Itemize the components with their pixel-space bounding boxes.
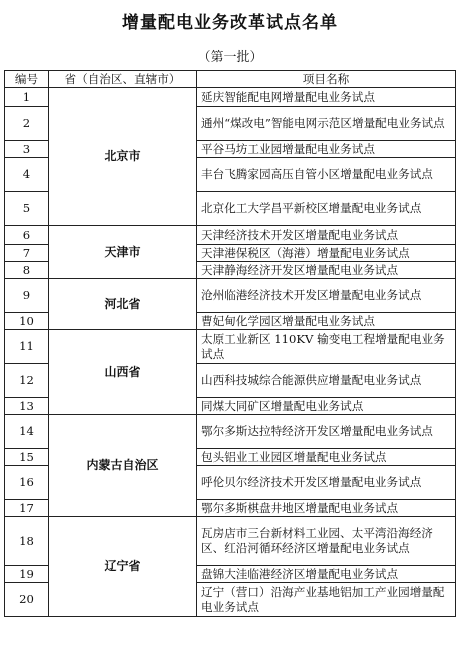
project-name: 丰台飞腾家园高压自管小区增量配电业务试点 (197, 158, 456, 192)
project-name: 同煤大同矿区增量配电业务试点 (197, 398, 456, 415)
project-name: 沧州临港经济技术开发区增量配电业务试点 (197, 279, 456, 313)
province-cell: 辽宁省 (49, 517, 197, 617)
table-header-row (5, 71, 456, 88)
row-number: 9 (5, 279, 49, 313)
project-name: 盘锦大洼临港经济区增量配电业务试点 (197, 566, 456, 583)
project-name: 北京化工大学昌平新校区增量配电业务试点 (197, 192, 456, 226)
project-name: 鄂尔多斯棋盘井地区增量配电业务试点 (197, 500, 456, 517)
table-row (5, 226, 456, 245)
table-row (5, 279, 456, 313)
table-row (5, 517, 456, 566)
row-number: 18 (5, 517, 49, 566)
province-cell: 河北省 (49, 279, 197, 330)
project-name: 曹妃甸化学园区增量配电业务试点 (197, 313, 456, 330)
province-cell: 山西省 (49, 330, 197, 415)
row-number: 15 (5, 449, 49, 466)
page-subtitle: （第一批） (197, 50, 263, 65)
project-name: 天津港保税区（海港）增量配电业务试点 (197, 245, 456, 262)
project-name: 瓦房店市三台新材料工业园、太平湾沿海经济区、红沿河循环经济区增量配电业务试点 (197, 517, 456, 566)
row-number: 5 (5, 192, 49, 226)
project-name: 天津静海经济开发区增量配电业务试点 (197, 262, 456, 279)
project-name: 太原工业新区 110KV 输变电工程增量配电业务试点 (197, 330, 456, 364)
pilot-list-table (4, 70, 456, 617)
row-number: 1 (5, 88, 49, 107)
project-name: 包头铝业工业园区增量配电业务试点 (197, 449, 456, 466)
row-number: 20 (5, 583, 49, 617)
table-body (5, 88, 456, 617)
row-number: 13 (5, 398, 49, 415)
header-number: 编号 (5, 71, 49, 88)
row-number: 19 (5, 566, 49, 583)
row-number: 2 (5, 107, 49, 141)
project-name: 通州“煤改电”智能电网示范区增量配电业务试点 (197, 107, 456, 141)
province-cell: 天津市 (49, 226, 197, 279)
row-number: 11 (5, 330, 49, 364)
project-name: 辽宁（营口）沿海产业基地铝加工产业园增量配电业务试点 (197, 583, 456, 617)
row-number: 17 (5, 500, 49, 517)
row-number: 4 (5, 158, 49, 192)
province-cell: 内蒙古自治区 (49, 415, 197, 517)
project-name: 山西科技城综合能源供应增量配电业务试点 (197, 364, 456, 398)
row-number: 3 (5, 141, 49, 158)
table-row (5, 415, 456, 449)
header-province: 省（自治区、直辖市） (49, 71, 197, 88)
row-number: 16 (5, 466, 49, 500)
row-number: 12 (5, 364, 49, 398)
project-name: 延庆智能配电网增量配电业务试点 (197, 88, 456, 107)
project-name: 呼伦贝尔经济技术开发区增量配电业务试点 (197, 466, 456, 500)
row-number: 7 (5, 245, 49, 262)
row-number: 10 (5, 313, 49, 330)
table-row (5, 330, 456, 364)
project-name: 天津经济技术开发区增量配电业务试点 (197, 226, 456, 245)
project-name: 鄂尔多斯达拉特经济开发区增量配电业务试点 (197, 415, 456, 449)
page-title: 增量配电业务改革试点名单 (122, 13, 338, 33)
table-row (5, 88, 456, 107)
row-number: 6 (5, 226, 49, 245)
row-number: 14 (5, 415, 49, 449)
province-cell: 北京市 (49, 88, 197, 226)
project-name: 平谷马坊工业园增量配电业务试点 (197, 141, 456, 158)
header-project: 项目名称 (197, 71, 456, 88)
row-number: 8 (5, 262, 49, 279)
